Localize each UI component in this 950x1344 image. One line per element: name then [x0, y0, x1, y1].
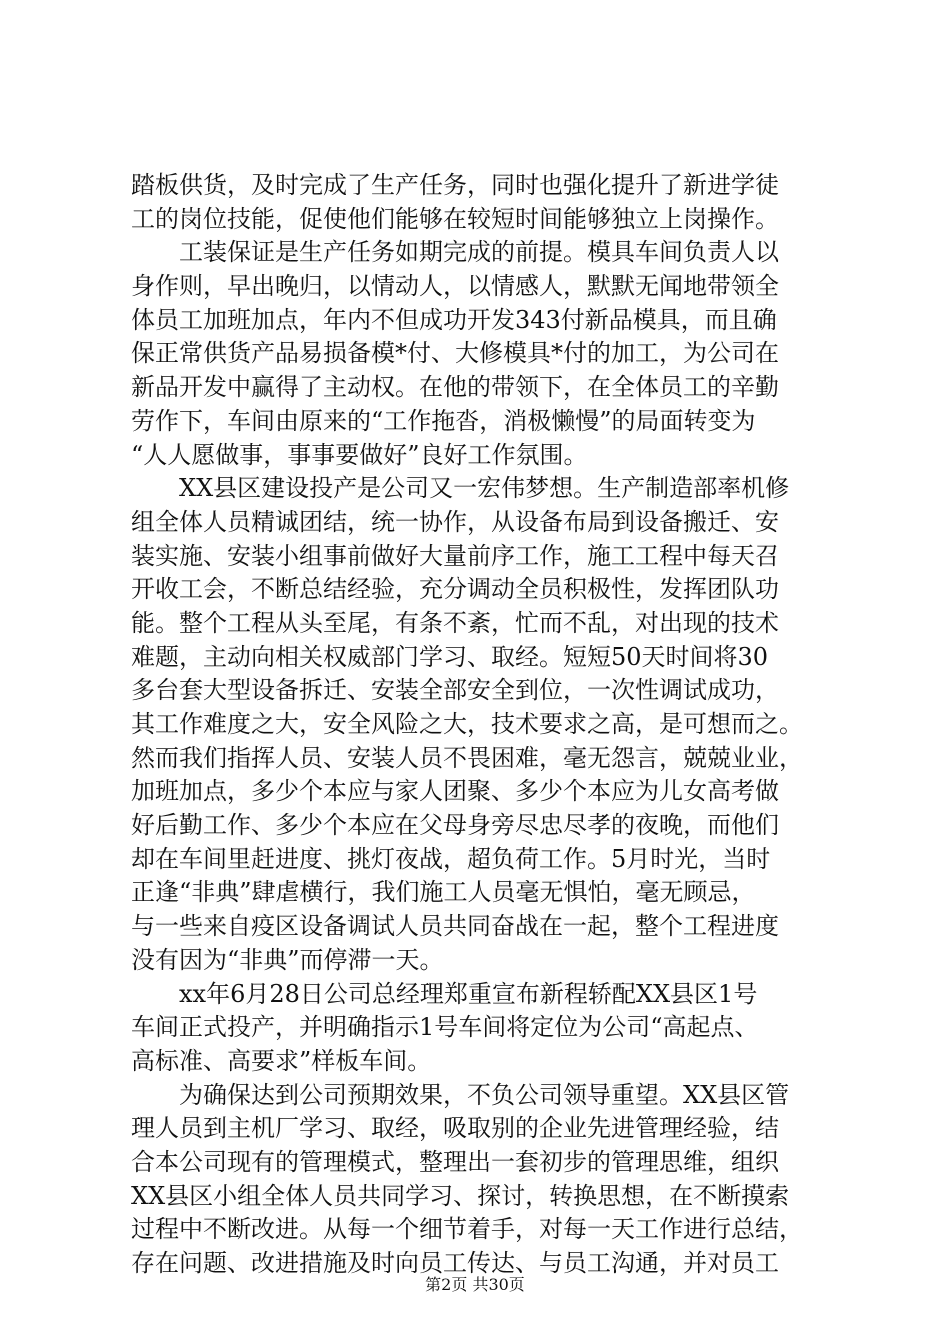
text-line: 其工作难度之大，安全风险之大，技术要求之高，是可想而之。 [131, 710, 803, 738]
text-line: 却在车间里赶进度、挑灯夜战，超负荷工作。5月时光，当时 [131, 844, 771, 873]
text-line: 身作则，早出晚归，以情动人，以情感人，默默无闻地带领全 [131, 272, 779, 301]
text-line: 过程中不断改进。从每一个细节着手，对每一天工作进行总结， [131, 1215, 803, 1244]
text-line: 新品开发中赢得了主动权。在他的带领下，在全体员工的辛勤 [131, 373, 779, 402]
text-line: 理人员到主机厂学习、取经，吸取别的企业先进管理经验，结 [131, 1114, 779, 1143]
text-line: 与一些来自疫区设备调试人员共同奋战在一起，整个工程进度 [131, 912, 779, 941]
text-line: 劳作下，车间由原来的“工作拖沓，消极懒慢”的局面转变为 [131, 406, 756, 435]
text-line: 能。整个工程从头至尾，有条不紊，忙而不乱，对出现的技术 [131, 608, 779, 637]
text-line: 组全体人员精诚团结，统一协作，从设备布局到设备搬迁、安 [131, 507, 779, 536]
text-line: XX县区建设投产是公司又一宏伟梦想。生产制造部率机修 [131, 474, 790, 503]
text-line: 踏板供货，及时完成了生产任务，同时也强化提升了新进学徒 [131, 171, 779, 199]
text-line: 车间正式投产，并明确指示1号车间将定位为公司“高起点、 [131, 1013, 759, 1042]
text-line: 存在问题、改进措施及时向员工传达、与员工沟通，并对员工 [131, 1249, 779, 1277]
text-line: 工装保证是生产任务如期完成的前提。模具车间负责人以 [131, 238, 779, 267]
text-line: 为确保达到公司预期效果，不负公司领导重望。XX县区管 [131, 1080, 790, 1109]
text-line: 工的岗位技能，促使他们能够在较短时间能够独立上岗操作。 [131, 204, 779, 233]
text-line: 好后勤工作、多少个本应在父母身旁尽忠尽孝的夜晚，而他们 [131, 811, 779, 840]
text-line: 保正常供货产品易损备模*付、大修模具*付的加工，为公司在 [131, 339, 779, 368]
text-line: 正逢“非典”肆虐横行，我们施工人员毫无惧怕，毫无顾忌， [131, 878, 756, 907]
text-line: 开收工会，不断总结经验，充分调动全员积极性，发挥团队功 [131, 575, 779, 604]
text-line: xx年6月28日公司总经理郑重宣布新程轿配XX县区1号 [131, 979, 758, 1008]
text-line: 难题，主动向相关权威部门学习、取经。短短50天时间将30 [131, 642, 769, 671]
text-line: “人人愿做事，事事要做好”良好工作氛围。 [131, 440, 588, 469]
page-footer: 第2页 共30页 [425, 1275, 525, 1294]
text-line: 合本公司现有的管理模式，整理出一套初步的管理思维，组织 [131, 1147, 779, 1176]
text-line: 没有因为“非典”而停滞一天。 [131, 945, 444, 974]
text-line: 然而我们指挥人员、安装人员不畏困难，毫无怨言，兢兢业业， [131, 743, 803, 772]
text-line: 多台套大型设备拆迁、安装全部安全到位，一次性调试成功， [131, 676, 779, 705]
text-line: 加班加点，多少个本应与家人团聚、多少个本应为儿女高考做 [131, 777, 779, 806]
text-line: 体员工加班加点，年内不但成功开发343付新品模具，而且确 [131, 305, 777, 334]
text-line: 装实施、安装小组事前做好大量前序工作，施工工程中每天召 [131, 541, 779, 570]
text-line: 高标准、高要求”样板车间。 [131, 1046, 432, 1075]
document-body [131, 169, 851, 1281]
text-line: XX县区小组全体人员共同学习、探讨，转换思想，在不断摸索 [131, 1181, 790, 1210]
